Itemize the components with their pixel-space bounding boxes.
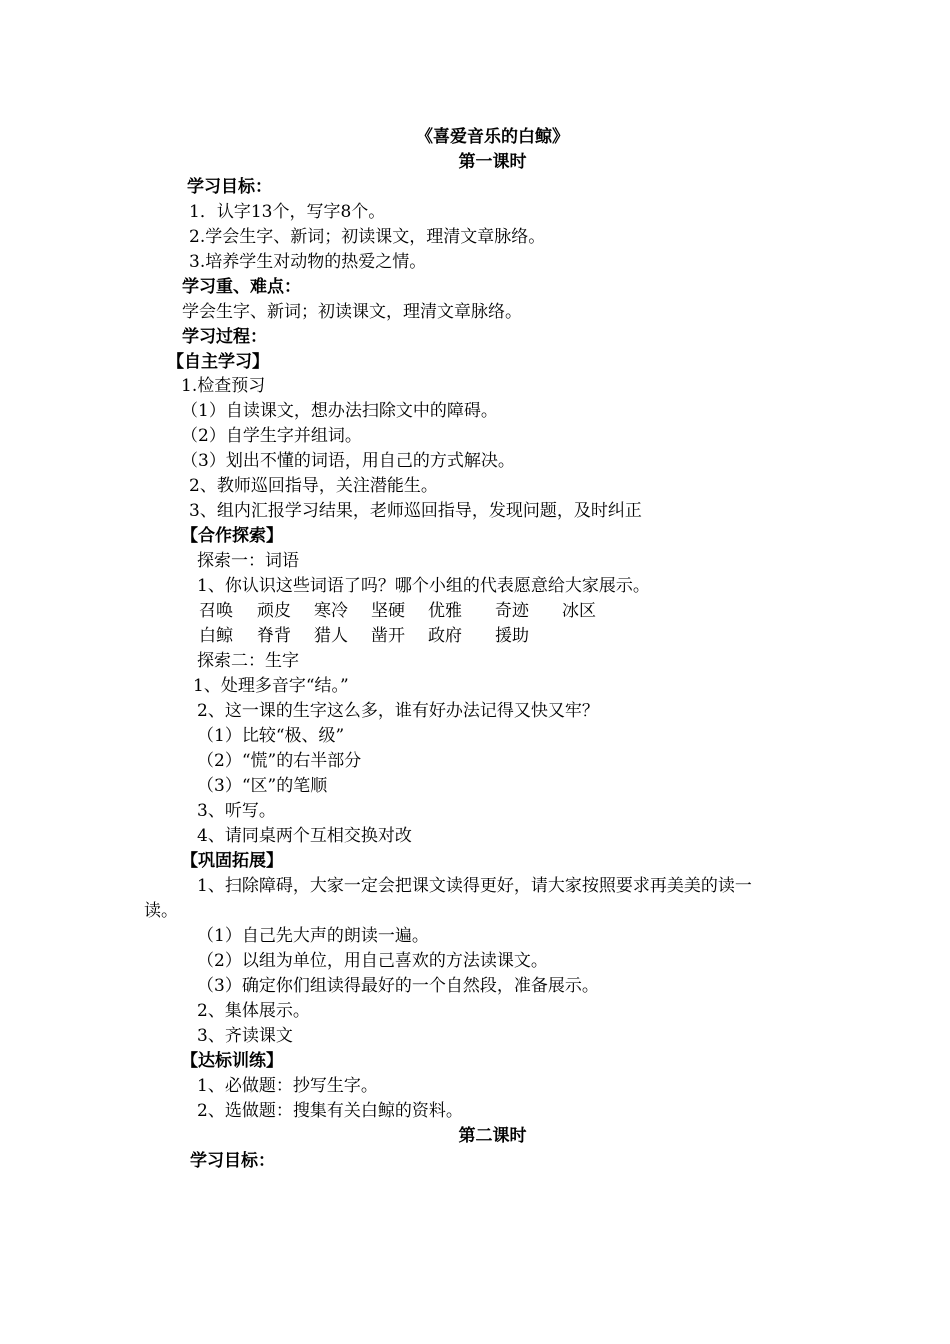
goals-heading: 学习目标：	[187, 177, 272, 197]
key-points-text: 学会生字、新词；初读课文，理清文章脉络。	[182, 302, 522, 322]
self-study-line: （1）自读课文，想办法扫除文中的障碍。	[181, 401, 498, 421]
vocab-word: 优雅	[428, 601, 462, 621]
vocab-word: 冰区	[562, 601, 596, 621]
goal-item: 1．认字13个，写字8个。	[189, 202, 386, 222]
lesson-two-heading: 第二课时	[458, 1126, 527, 1146]
vocab-word: 寒冷	[314, 601, 348, 621]
consolidate-line: 2、集体展示。	[197, 1001, 310, 1021]
training-heading: 【达标训练】	[181, 1051, 283, 1071]
consolidate-paragraph-cont: 读。	[144, 901, 178, 921]
consolidate-heading: 【巩固拓展】	[181, 851, 283, 871]
training-line: 1、必做题：抄写生字。	[197, 1076, 378, 1096]
lesson-one-heading: 第一课时	[458, 152, 527, 172]
goal-item: 2.学会生字、新词；初读课文，理清文章脉络。	[189, 227, 546, 247]
training-line: 2、选做题：搜集有关白鲸的资料。	[197, 1101, 463, 1121]
consolidate-line: 3、齐读课文	[197, 1026, 293, 1046]
vocab-word: 坚硬	[371, 601, 405, 621]
coop-line: 4、请同桌两个互相交换对改	[197, 826, 412, 846]
vocab-word: 召唤	[199, 601, 233, 621]
word-row	[0, 600, 950, 622]
coop-line: （2）“慌”的右半部分	[197, 751, 362, 771]
explore-one-label: 探索一：词语	[197, 551, 299, 571]
coop-line: （3）“区”的笔顺	[197, 776, 328, 796]
consolidate-line: （1）自己先大声的朗读一遍。	[197, 926, 429, 946]
document-title: 《喜爱音乐的白鲸》	[416, 127, 569, 147]
coop-line: 1、处理多音字“结。”	[193, 676, 349, 696]
vocab-word: 凿开	[371, 626, 405, 646]
goal-item: 3.培养学生对动物的热爱之情。	[189, 252, 427, 272]
self-study-heading: 【自主学习】	[167, 352, 269, 372]
coop-line: 3、听写。	[197, 801, 276, 821]
goals-heading-two: 学习目标：	[190, 1151, 275, 1171]
vocab-word: 奇迹	[495, 601, 529, 621]
vocab-word: 顽皮	[257, 601, 291, 621]
vocab-word: 猎人	[314, 626, 348, 646]
self-study-line: （2）自学生字并组词。	[181, 426, 362, 446]
process-heading: 学习过程：	[182, 327, 267, 347]
coop-heading: 【合作探索】	[181, 526, 283, 546]
self-study-line: 1.检查预习	[181, 376, 266, 396]
explore-two-label: 探索二：生字	[197, 651, 299, 671]
coop-line: 2、这一课的生字这么多，谁有好办法记得又快又牢？	[197, 701, 599, 721]
consolidate-line: （2）以组为单位，用自己喜欢的方法读课文。	[197, 951, 548, 971]
consolidate-paragraph: 1、扫除障碍，大家一定会把课文读得更好，请大家按照要求再美美的读一	[197, 876, 752, 896]
self-study-line: 2、教师巡回指导，关注潜能生。	[189, 476, 438, 496]
self-study-line: （3）划出不懂的词语，用自己的方式解决。	[181, 451, 515, 471]
coop-question: 1、你认识这些词语了吗？哪个小组的代表愿意给大家展示。	[197, 576, 650, 596]
vocab-word: 援助	[495, 626, 529, 646]
vocab-word: 脊背	[257, 626, 291, 646]
vocab-word: 白鲸	[199, 626, 233, 646]
self-study-line: 3、组内汇报学习结果，老师巡回指导，发现问题，及时纠正	[189, 501, 642, 521]
vocab-word: 政府	[428, 626, 462, 646]
key-points-heading: 学习重、难点：	[182, 277, 301, 297]
coop-line: （1）比较“极、级”	[197, 726, 345, 746]
consolidate-line: （3）确定你们组读得最好的一个自然段，准备展示。	[197, 976, 599, 996]
word-row	[0, 625, 950, 647]
